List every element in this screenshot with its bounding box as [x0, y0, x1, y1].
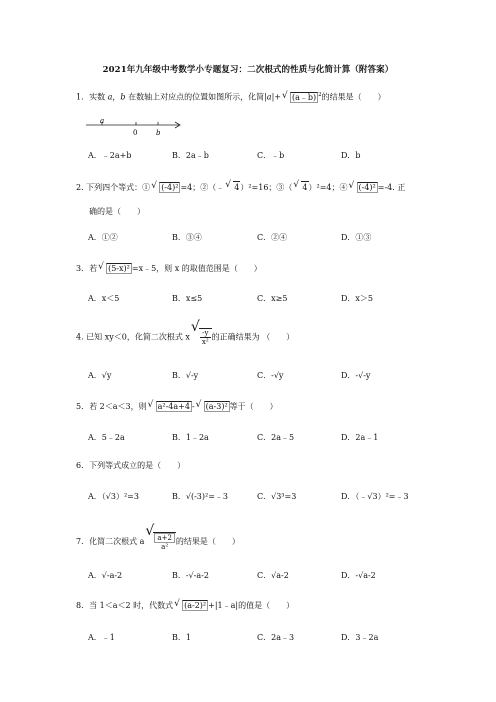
question-3-stem: 3．若 √ (5-x)² =x﹣5，则 x 的取值范围是（ ）: [76, 262, 262, 273]
q4-option-c: C．-√y: [257, 371, 284, 380]
q3-option-b: B．x≤5: [172, 294, 203, 303]
q6-option-c: C．√3³=3: [257, 492, 297, 501]
q5-option-b: B．1﹣2a: [172, 433, 209, 442]
q8-option-b: B．1: [172, 633, 191, 642]
q1-option-b: B．2a﹣b: [172, 151, 209, 160]
q8-option-d: D．3﹣2a: [341, 633, 379, 642]
label-b: b: [156, 129, 161, 137]
q7-option-d: D．-√a-2: [341, 571, 376, 580]
question-6-stem: 6．下列等式成立的是（ ）: [76, 461, 186, 470]
q2-option-b: B．③④: [172, 233, 202, 242]
label-0: 0: [133, 129, 138, 137]
q7-option-c: C．√a-2: [257, 571, 289, 580]
page-title: 2021年九年级中考数学小专题复习：二次根式的性质与化简计算（附答案）: [102, 65, 394, 75]
q3-option-a: A．x＜5: [88, 294, 120, 303]
q5-option-c: C．2a﹣5: [257, 433, 295, 442]
q1-option-c: C．﹣b: [257, 151, 285, 160]
q3-option-d: D．x＞5: [341, 294, 374, 303]
q2-option-a: A．①②: [88, 233, 118, 242]
q2-option-c: C．②④: [257, 233, 288, 242]
q5-option-d: D．2a﹣1: [341, 433, 379, 442]
q8-option-c: C．2a﹣3: [257, 633, 295, 642]
q1-option-d: D．b: [341, 151, 361, 160]
q6-option-a: A．（√3）²=3: [88, 492, 139, 501]
q2-option-d: D．①③: [341, 233, 372, 242]
q4-option-d: D．-√-y: [341, 371, 371, 380]
question-5-stem: 5．若 2＜a＜3，则 √ a²-4a+4 - √ (a-3)² 等于（ ）: [76, 400, 278, 411]
number-line: [84, 118, 184, 140]
question-1-stem: 1．实数 a，b 在数轴上对应点的位置如图所示，化简|a|+ √ (a﹣b) $^2$的结果是（ ）: [76, 90, 386, 102]
question-7-stem: 7．化简二次根式 a √ $\frac{a+2}{\text{a²}}$ 的结果是（ ）: [76, 523, 240, 551]
radical: √ (a﹣b): [281, 90, 317, 102]
q5-option-a: A．5﹣2a: [88, 433, 125, 442]
q8-option-a: A．﹣1: [88, 633, 115, 642]
q7-option-a: A．√-a-2: [88, 571, 123, 580]
q4-option-b: B．√-y: [172, 371, 199, 380]
question-8-stem: 8．当 1＜a＜2 时，代数式 √ (a-2)² +|1﹣a|的值是（ ）: [76, 599, 295, 610]
q4-option-a: A．√y: [88, 371, 112, 380]
q3-option-c: C．x≥5: [257, 294, 288, 303]
q1-option-a: A．﹣2a+b: [88, 151, 132, 160]
q6-option-b: B．√(-3)²=﹣3: [172, 492, 229, 501]
q7-option-b: B．-√-a-2: [172, 571, 209, 580]
q6-option-d: D．（﹣√3）²=﹣3: [341, 492, 409, 501]
label-a: a: [100, 118, 105, 125]
question-2-stem-line2: 确的是（ ）: [89, 207, 145, 216]
question-4-stem: 4. 已知 xy＜0，化简二次根式 x √ $\frac{-y}{\text{x²}}$ 的正确结果为 （ ）: [76, 319, 295, 346]
question-2-stem: 2. 下列四个等式：① √ (-4)² =4；②（﹣ √ 4）²=16；③（ √ 4）²=4；④ √ (-4)² =-4. 正: [76, 180, 406, 192]
